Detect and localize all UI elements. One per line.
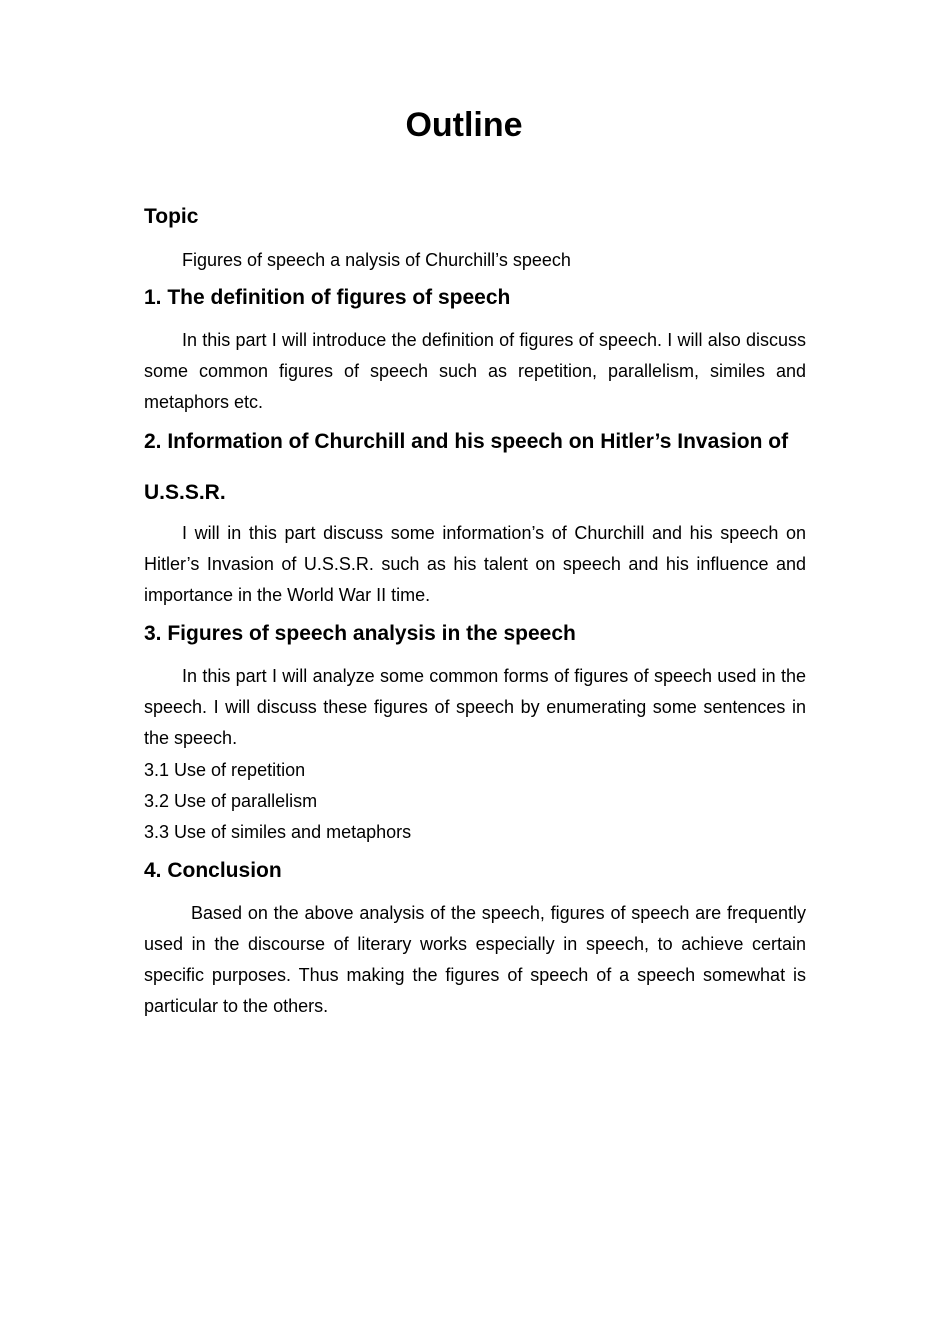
section-1-heading: 1. The definition of figures of speech [144,286,511,309]
section-4-heading: 4. Conclusion [144,859,282,882]
subsection-3-3: 3.3 Use of similes and metaphors [144,822,412,842]
topic-heading: Topic [144,205,199,228]
page-title: Outline [405,106,523,144]
section-2-heading: 2. Information of Churchill and his speech on Hitler’s Invasion of U.S.S.R. [144,430,789,504]
section-2-body: I will in this part discuss some information’s of Churchill and his speech on Hitler’s Invasion of U.S.S.R. such as his talent on speech and his influence and importance in the World War II time. [144,523,806,605]
subsection-3-1: 3.1 Use of repetition [144,760,306,780]
section-3-heading: 3. Figures of speech analysis in the speech [144,622,576,645]
subsection-3-2: 3.2 Use of parallelism [144,791,318,811]
section-4-body: Based on the above analysis of the speech, figures of speech are frequently used in the discourse of literary works especially in speech, to achieve certain specific purposes. Thus making the figures of speech of a speech somewhat is particular to the others. [144,903,806,1016]
section-1-body: In this part I will introduce the definition of figures of speech. I will also discuss some common figures of speech such as repetition, parallelism, similes and metaphors etc. [144,330,806,412]
topic-text: Figures of speech a nalysis of Churchill’s speech [182,250,571,270]
section-3-body: In this part I will analyze some common forms of figures of speech used in the speech. I will discuss these figures of speech by enumerating some sentences in the speech. [144,666,806,748]
